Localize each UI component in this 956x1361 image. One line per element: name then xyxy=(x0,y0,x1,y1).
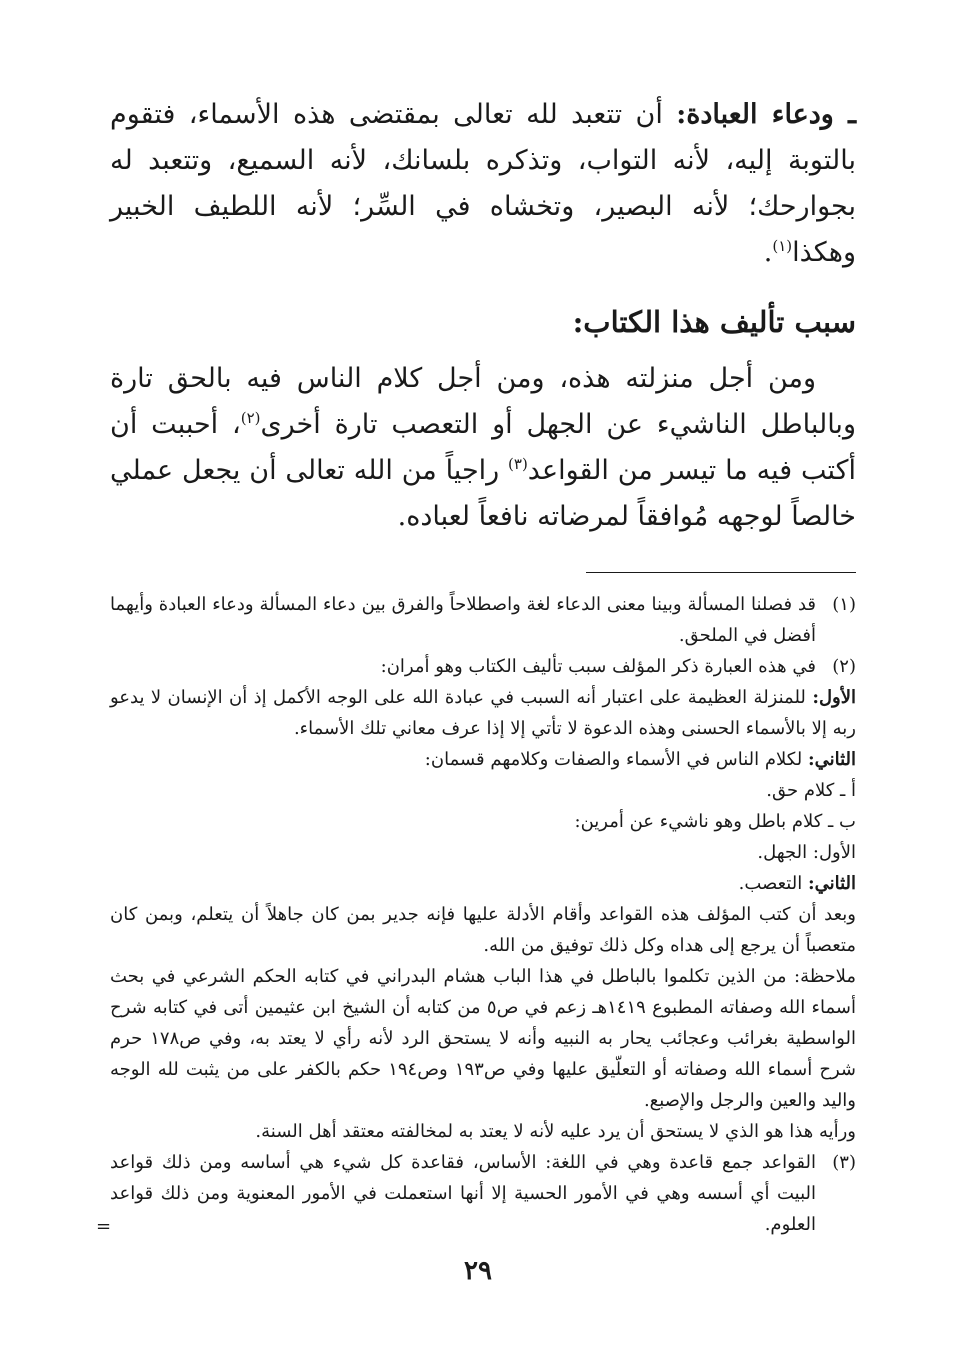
page-content xyxy=(110,92,856,1240)
second-label: الثاني: xyxy=(807,749,856,770)
paragraph-reason xyxy=(110,356,856,540)
paragraph-text: راجياً من الله تعالى أن يجعل عملي خالصاً لوجهه مُوافقاً لمرضاته نافعاً لعباده. xyxy=(110,455,856,532)
footnote-2 xyxy=(110,651,856,682)
footnotes-section xyxy=(110,589,856,1240)
footnote-number: (٣) xyxy=(832,1152,856,1173)
first-reason xyxy=(110,682,856,744)
paragraph-end: . xyxy=(763,237,773,268)
footnote-number: (٢) xyxy=(832,656,856,677)
footnote-intro: في هذه العبارة ذكر المؤلف سبب تأليف الكتاب وهو أمران: xyxy=(380,656,816,677)
continuation-mark: = xyxy=(96,1216,112,1237)
footnote-ref-2[interactable]: (٢) xyxy=(240,409,261,427)
item-a: أ ـ كلام حق. xyxy=(766,780,856,801)
main-body xyxy=(110,92,856,540)
closing-text: ورأيه هذا هو الذي لا يستحق أن يرد عليه لأنه لا يعتد به لمخالفته معتقد أهل السنة. xyxy=(255,1121,856,1142)
sub-first-label: الأول: xyxy=(812,842,856,863)
sub-second xyxy=(110,868,856,899)
page-number: ٢٩ xyxy=(464,1256,492,1286)
footnote-text: القواعد جمع قاعدة وهي في اللغة: الأساس، فقاعدة كل شيء هي أساسه ومن ذلك قواعد البيت أي أسسه وهي في الأمور الحسية إلا أنها استعملت في الأمور المعنوية ومن ذلك قواعد العلوم. xyxy=(110,1152,816,1235)
remark-text: ملاحظة: من الذين تكلموا بالباطل في هذا الباب هشام البدراني في كتابه الحكم الشرعي في بحث أسماء الله وصفاته المطبوع ١٤١٩هـ زعم في ص٥ من كتابه أن الشيخ ابن عثيمين أتى في كتابه شرح الواسطية بغرائب وعجائب يحار به النبيه وأنه لا يستحق الرد لأنه رأي لا يعتد به، وفي ص١٧٨ حرم شرح أسماء الله وصفاته أو التعلّيق عليها وفي ص١٩٣ وص١٩٤ حكم بالكفر على من يثبت لله الوجه واليد والعين والرجل والإصبع. xyxy=(110,966,856,1111)
footnote-body xyxy=(110,651,816,682)
footnote-2-continuation xyxy=(110,682,856,1147)
sub-first xyxy=(110,837,856,868)
footnote-ref-3[interactable]: (٣) xyxy=(508,455,528,473)
footnote-3 xyxy=(110,1147,856,1240)
first-text: للمنزلة العظيمة على اعتبار أنه السبب في عبادة الله على الوجه الأكمل إذ أن الإنسان لا يدعو ربه إلا بالأسماء الحسنى وهذه الدعوة لا تأتي إلا إذا عرف معاني تلك الأسماء. xyxy=(110,687,856,739)
after-text: وبعد أن كتب المؤلف هذه القواعد وأقام الأدلة عليها فإنه جدير بمن كان جاهلاً أن يتعلم، وبمن كان متعصباً أن يرجع إلى هداه وكل ذلك توفيق من الله. xyxy=(110,904,856,956)
paragraph-worship-supplication xyxy=(110,92,856,276)
paragraph-text: أن تتعبد لله تعالى بمقتضى هذه الأسماء، فتقوم بالتوبة إليه، لأنه التواب، وتذكره بلسانك، لأنه السميع، وتتعبد له بجوارحك؛ لأنه البصير، وتخشاه في السِّر؛ لأنه اللطيف الخبير وهكذا xyxy=(110,99,856,268)
first-label: الأول: xyxy=(812,687,856,708)
footnote-ref-1[interactable]: (١) xyxy=(772,237,793,255)
item-b: ب ـ كلام باطل وهو ناشيء عن أمرين: xyxy=(574,811,856,832)
footnote-divider xyxy=(586,572,856,573)
footnote-number: (١) xyxy=(832,594,856,615)
second-reason xyxy=(110,744,856,775)
sub-first-text: الجهل. xyxy=(757,842,808,863)
footnote-1 xyxy=(110,589,856,651)
section-heading: سبب تأليف هذا الكتاب: xyxy=(572,305,856,339)
sub-second-label: الثاني: xyxy=(807,873,856,894)
footnote-body xyxy=(110,1147,816,1240)
term-label: ـ ودعاء العبادة: xyxy=(676,99,856,130)
second-text: لكلام الناس في الأسماء والصفات وكلامهم قسمان: xyxy=(424,749,803,770)
paragraph-text: ومن أجل منزلته هذه، ومن أجل كلام الناس فيه بالحق تارة وبالباطل الناشيء عن الجهل أو التعصب تارة أخرى xyxy=(110,363,856,440)
sub-second-text: التعصب. xyxy=(738,873,803,894)
footnote-body xyxy=(110,589,816,651)
footnote-text: قد فصلنا المسألة وبينا معنى الدعاء لغة واصطلاحاً والفرق بين دعاء المسألة ودعاء العبادة وأيهما أفضل في الملحق. xyxy=(110,594,816,646)
paragraph-text: ، أحببت أن أكتب فيه ما تيسر من القواعد xyxy=(110,409,856,486)
